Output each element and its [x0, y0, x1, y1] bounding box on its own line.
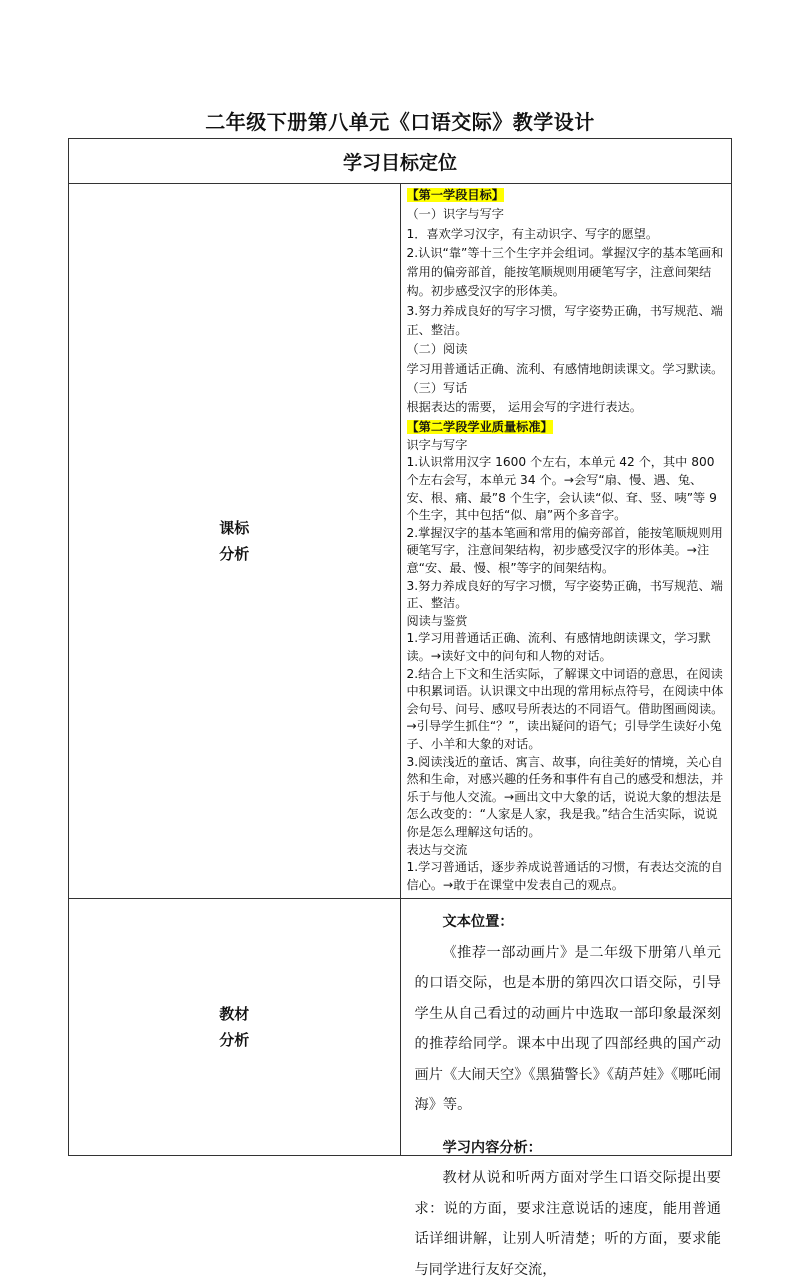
- label-line-2: 分析: [219, 1031, 250, 1050]
- material-analysis-label: [69, 899, 401, 1156]
- stage1-line: （二）阅读: [406, 342, 468, 357]
- label-line-1: 教材: [219, 1005, 250, 1024]
- stage1-line: 根据表达的需要， 运用会写的字进行表达。: [406, 400, 642, 415]
- label-line-1: 课标: [219, 519, 250, 538]
- document-title: 二年级下册第八单元《口语交际》教学设计: [205, 110, 595, 134]
- standards-analysis-label: [69, 184, 401, 899]
- standards-analysis-content: [400, 184, 732, 899]
- stage1-heading: 【第一学段目标】: [406, 188, 504, 202]
- stage1-line: 3.努力养成良好的写字习惯，写字姿势正确，书写规范、端正、整洁。: [406, 303, 723, 338]
- stage1-line: 学习用普通话正确、流利、有感情地朗读课文。学习默读。: [406, 361, 724, 376]
- text-position-heading: 文本位置：: [442, 914, 514, 931]
- stage1-line: 1．喜欢学习汉字，有主动识字、写字的愿望。: [406, 226, 659, 241]
- stage1-line: （一）识字与写字: [406, 207, 504, 222]
- stage2-line: 1.学习用普通话正确、流利、有感情地朗读课文，学习默读。→读好文中的问句和人物的对话。: [406, 631, 711, 663]
- content-analysis-heading: 学习内容分析：: [442, 1139, 542, 1156]
- content-analysis-paragraph: 教材从说和听两方面对学生口语交际提出要求：说的方面，要求注意说话的速度，能用普通话详细讲解，让别人听清楚；听的方面，要求能与同学进行友好交流，: [414, 1170, 721, 1278]
- stage2-line: 3.阅读浅近的童话、寓言、故事，向往美好的情境，关心自然和生命，对感兴趣的任务和事件有自己的感受和想法，并乐于与他人交流。→画出文中大象的话，说说大象的想法是怎么改变的：“人家是人家，我是我。”结合生活实际，说说你是怎么理解这句话的。: [406, 754, 724, 839]
- stage2-line: 表达与交流: [406, 842, 468, 857]
- stage1-line: 2.认识“靠”等十三个生字并会组词。掌握汉字的基本笔画和常用的偏旁部首，能按笔顺规则用硬笔写字，注意间架结构。初步感受汉字的形体美。: [406, 245, 724, 299]
- stage2-line: 3.努力养成良好的写字习惯，写字姿势正确，书写规范、端正、整洁。: [406, 578, 723, 611]
- stage2-line: 1.认识常用汉字 1600 个左右，本单元 42 个，其中 800 个左右会写，本单元 34 个。→会写“扇、慢、遇、兔、安、根、痛、最”8 个生字，会认读“似、耷、竖、咦”等 9 个生字，其中包括“似、扇”两个多音字。: [406, 455, 717, 523]
- material-analysis-content: [400, 899, 732, 1278]
- material-analysis-row: [69, 899, 732, 1156]
- stage2-line: 识字与写字: [406, 437, 468, 452]
- section-heading: 学习目标定位: [69, 139, 732, 184]
- stage2-line: 阅读与鉴赏: [406, 613, 468, 628]
- label-line-2: 分析: [219, 545, 250, 564]
- stage2-line: 1.学习普通话，逐步养成说普通话的习惯，有表达交流的自信心。→敢于在课堂中发表自己的观点。: [406, 860, 723, 892]
- stage1-line: （三）写话: [406, 380, 468, 395]
- stage2-line: 2.结合上下文和生活实际，了解课文中词语的意思，在阅读中积累词语。认识课文中出现的常用标点符号，在阅读中体会句号、问号、感叹号所表达的不同语气。借助图画阅读。→引导学生抓住“？”，读出疑问的语气；引导学生读好小兔子、小羊和大象的对话。: [406, 666, 724, 751]
- text-position-paragraph: 《推荐一部动画片》是二年级下册第八单元的口语交际，也是本册的第四次口语交际，引导学生从自己看过的动画片中选取一部印象最深刻的推荐给同学。课本中出现了四部经典的国产动画片《大闹天空》《黑猫警长》《葫芦娃》《哪吒闹海》等。: [414, 944, 721, 1114]
- standards-analysis-row: [69, 184, 732, 899]
- stage2-heading: 【第二学段学业质量标准】: [406, 419, 553, 434]
- stage2-line: 2.掌握汉字的基本笔画和常用的偏旁部首，能按笔顺规则用硬笔写字，注意间架结构，初步感受汉字的形体美。→注意“安、最、慢、根”等字的间架结构。: [406, 525, 723, 576]
- lesson-design-table: [68, 138, 732, 1278]
